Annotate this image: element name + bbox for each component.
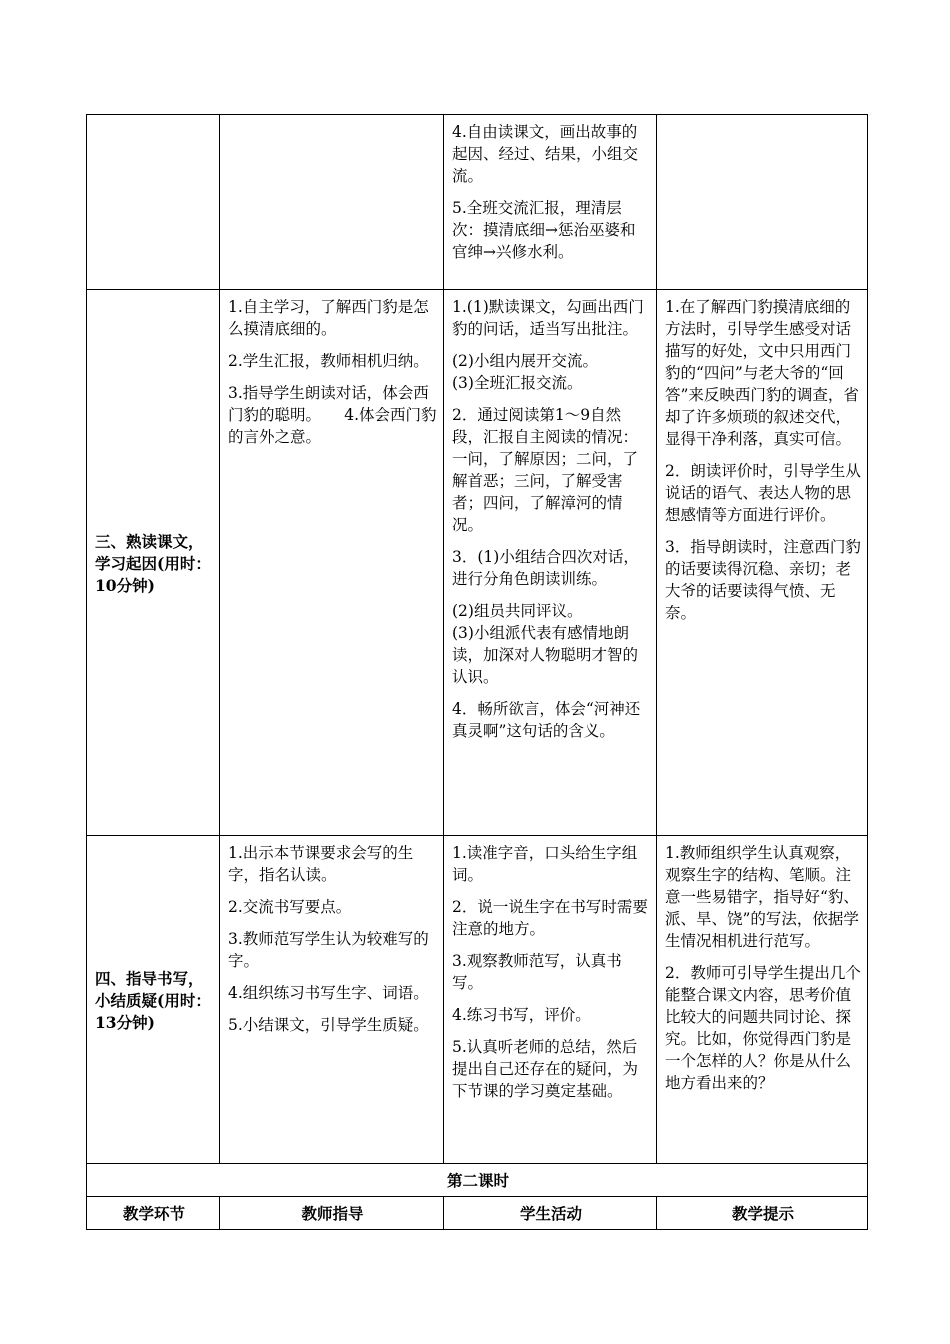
paragraph: 3．(1)小组结合四次对话，进行分角色朗读训练。	[452, 548, 639, 588]
paragraph: 2.学生汇报，教师相机归纳。	[228, 352, 429, 370]
paragraph: 1.自主学习，了解西门豹是怎么摸清底细的。	[228, 298, 429, 338]
paragraph: 5.小结课文，引导学生质疑。	[228, 1016, 429, 1034]
table-row	[87, 1164, 868, 1197]
paragraph: 3.教师范写学生认为较难写的字。	[228, 930, 429, 970]
header-teaching-tips: 教学提示	[657, 1197, 868, 1230]
table-header-row	[87, 1197, 868, 1230]
paragraph: 3.观察教师范写，认真书写。	[452, 952, 622, 992]
paragraph: 2．通过阅读第1～9自然段，汇报自主阅读的情况：一问，了解原因；二问，了解首恶；三问，了解受害者；四问，了解漳河的情况。	[452, 406, 639, 534]
paragraph: 1.教师组织学生认真观察，观察生字的结构、笔顺。注意一些易错字，指导好“豹、派、旱、饶”的写法，依据学生情况相机进行范写。	[665, 844, 859, 950]
student-activity-cell	[444, 836, 657, 1164]
paragraph: 5.认真听老师的总结，然后提出自己还存在的疑问，为下节课的学习奠定基础。	[452, 1038, 639, 1100]
table-row	[87, 836, 868, 1164]
teacher-guidance-cell	[220, 290, 444, 836]
paragraph: (2)小组内展开交流。	[452, 352, 598, 370]
paragraph: 2．教师可引导学生提出几个能整合课文内容，思考价值比较大的问题共同讨论、探究。比如，你觉得西门豹是一个怎样的人？你是从什么地方看出来的？	[665, 964, 861, 1092]
paragraph: 2．朗读评价时，引导学生从说话的语气、表达人物的思想感情等方面进行评价。	[665, 462, 861, 524]
stage-cell-empty	[87, 115, 220, 290]
teaching-tips-cell	[657, 290, 868, 836]
paragraph: 4.自由读课文，画出故事的起因、经过、结果，小组交流。	[452, 123, 639, 185]
paragraph: (2)组员共同评议。	[452, 602, 583, 620]
paragraph: 2．说一说生字在书写时需要注意的地方。	[452, 898, 648, 938]
teaching-tips-cell	[657, 836, 868, 1164]
paragraph: 1.读准字音，口头给生字组词。	[452, 844, 638, 884]
stage-cell: 三、熟读课文，学习起因(用时：10分钟)	[87, 290, 220, 836]
paragraph: 1.(1)默读课文，勾画出西门豹的问话，适当写出批注。	[452, 298, 644, 338]
paragraph: (3)全班汇报交流。	[452, 374, 583, 392]
tips-cell-empty	[657, 115, 868, 290]
student-activity-cell	[444, 115, 657, 290]
paragraph: 3．指导朗读时，注意西门豹的话要读得沉稳、亲切；老大爷的话要读得气愤、无奈。	[665, 538, 861, 622]
stage-cell: 四、指导书写，小结质疑(用时：13分钟)	[87, 836, 220, 1164]
paragraph: 1.在了解西门豹摸清底细的方法时，引导学生感受对话描写的好处，文中只用西门豹的“四问”与老大爷的“回答”来反映西门豹的调查，省却了许多烦琐的叙述交代，显得干净利落，真实可信。	[665, 298, 859, 448]
teacher-guidance-cell	[220, 836, 444, 1164]
header-student-activity: 学生活动	[444, 1197, 657, 1230]
student-activity-cell	[444, 290, 657, 836]
paragraph: 4.练习书写，评价。	[452, 1006, 591, 1024]
paragraph: 4．畅所欲言，体会“河神还真灵啊”这句话的含义。	[452, 700, 641, 740]
section-title: 第二课时	[87, 1164, 868, 1197]
teacher-cell-empty	[220, 115, 444, 290]
lesson-plan-table	[86, 114, 868, 1230]
paragraph: 3.指导学生朗读对话，体会西门豹的聪明。 4.体会西门豹的言外之意。	[228, 384, 437, 446]
paragraph: 1.出示本节课要求会写的生字，指名认读。	[228, 844, 414, 884]
paragraph: 4.组织练习书写生字、词语。	[228, 984, 429, 1002]
header-teacher-guidance: 教师指导	[220, 1197, 444, 1230]
paragraph: (3)小组派代表有感情地朗读，加深对人物聪明才智的认识。	[452, 624, 639, 686]
header-stage: 教学环节	[87, 1197, 220, 1230]
paragraph: 5.全班交流汇报，理清层次：摸清底细→惩治巫婆和官绅→兴修水利。	[452, 199, 636, 261]
table-row	[87, 290, 868, 836]
table-row	[87, 115, 868, 290]
paragraph: 2.交流书写要点。	[228, 898, 352, 916]
